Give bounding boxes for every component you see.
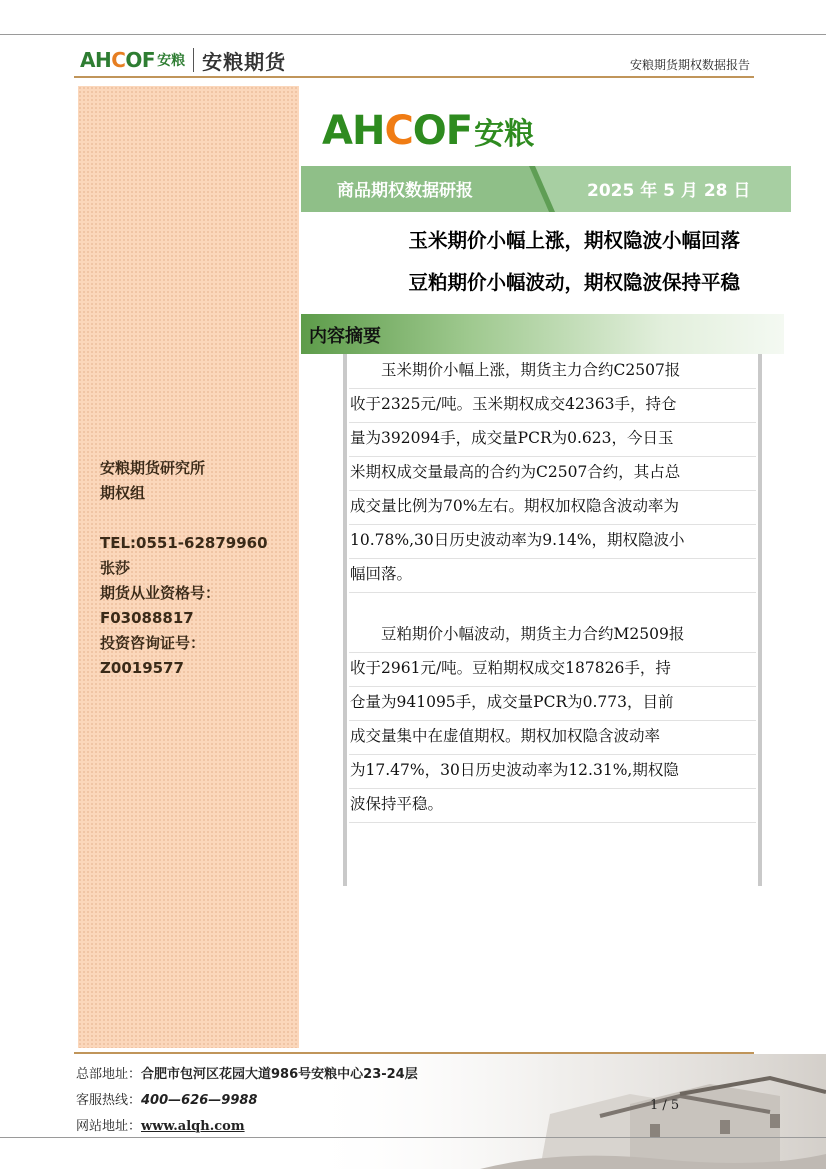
- summary-line-rule: [349, 686, 756, 687]
- summary-line: 10.78%,30日历史波动率为9.14%，期权隐波小: [350, 531, 685, 549]
- summary-line: 玉米期价小幅上涨，期货主力合约C2507报: [350, 361, 681, 379]
- sidebar-advisory-no: Z0019577: [100, 659, 184, 677]
- summary-line: 成交量集中在虚值期权。期权加权隐含波动率: [350, 727, 661, 745]
- summary-line-rule: [349, 422, 756, 423]
- header-rule: [74, 76, 754, 78]
- brand-en-o: C: [384, 108, 413, 154]
- sidebar-contact: [100, 456, 296, 681]
- brand-logo-en: [322, 108, 472, 154]
- summary-line-rule: [349, 456, 756, 457]
- sidebar-group: 期权组: [100, 484, 146, 502]
- header-logo: [80, 46, 286, 74]
- sidebar-org: 安粮期货研究所: [100, 459, 206, 477]
- sidebar-tel: TEL:0551-62879960: [100, 534, 268, 552]
- summary-line: 仓量为941095手，成交量PCR为0.773，目前: [350, 693, 674, 711]
- summary-line-rule: [349, 388, 756, 389]
- summary-line-rule: [349, 592, 756, 593]
- summary-line: 幅回落。: [350, 565, 413, 583]
- summary-line: 豆粕期价小幅波动，期货主力合约M2509报: [350, 625, 685, 643]
- brand-logo-cn: 安粮: [474, 117, 535, 152]
- summary-line-rule: [349, 490, 756, 491]
- headline-corn: 玉米期价小幅上涨，期权隐波小幅回落: [408, 229, 740, 252]
- summary-right-border: [758, 354, 762, 886]
- banner-title: 商品期权数据研报: [337, 181, 473, 201]
- summary-line: 波保持平稳。: [350, 795, 444, 813]
- summary-box: [343, 354, 762, 886]
- brand-en-suffix: OF: [412, 108, 473, 154]
- footer-address-value: 合肥市包河区花园大道986号安粮中心23-24层: [141, 1067, 418, 1082]
- summary-line-rule: [349, 788, 756, 789]
- sidebar-gap: [100, 506, 296, 531]
- footer-website-label: 网站地址：: [76, 1119, 142, 1134]
- summary-line: 收于2325元/吨。玉米期权成交42363手，持仓: [350, 395, 677, 413]
- report-banner: [301, 166, 791, 212]
- footer-bottom-rule: [0, 1137, 826, 1138]
- footer-address: [76, 1063, 418, 1082]
- summary-left-border: [343, 354, 347, 886]
- logo-en-suffix: OF: [125, 48, 156, 72]
- summary-line: 收于2961元/吨。豆粕期权成交187826手，持: [350, 659, 671, 677]
- summary-line: 量为392094手，成交量PCR为0.623，今日玉: [350, 429, 674, 447]
- footer-website: [76, 1115, 245, 1134]
- header-logo-cn: 安粮期货: [202, 49, 287, 74]
- summary-line: 米期权成交量最高的合约为C2507合约，其占总: [350, 463, 681, 481]
- sidebar-analyst: 张莎: [100, 559, 131, 577]
- summary-line-rule: [349, 822, 756, 823]
- summary-line: 为17.47%，30日历史波动率为12.31%,期权隐: [350, 761, 679, 779]
- footer-address-label: 总部地址：: [76, 1067, 142, 1082]
- report-title: 安粮期货期权数据报告: [629, 58, 750, 72]
- banner-date: 2025 年 5 月 28 日: [587, 181, 751, 201]
- summary-line-rule: [349, 720, 756, 721]
- header-logo-en: [80, 48, 155, 72]
- summary-line-rule: [349, 754, 756, 755]
- sidebar-license-label: 期货从业资格号：: [100, 584, 221, 602]
- sidebar-advisory-label: 投资咨询证号：: [100, 634, 206, 652]
- header-logo-separator: [193, 48, 194, 72]
- summary-line-rule: [349, 652, 756, 653]
- sidebar-license-no: F03088817: [100, 609, 194, 627]
- footer-hotline: [76, 1089, 257, 1108]
- footer-website-link[interactable]: www.alqh.com: [141, 1119, 245, 1134]
- summary-line: 成交量比例为70%左右。期权加权隐含波动率为: [350, 497, 679, 515]
- footer-hotline-value: 400—626—9988: [141, 1093, 258, 1108]
- summary-line-rule: [349, 524, 756, 525]
- summary-line-rule: [349, 558, 756, 559]
- header-logo-cn-small: 安粮: [157, 53, 186, 69]
- logo-en-o: C: [111, 48, 126, 72]
- headline-soymeal: 豆粕期价小幅波动，期权隐波保持平稳: [408, 271, 740, 294]
- page-number: 1 / 5: [650, 1098, 680, 1113]
- brand-en-prefix: AH: [322, 108, 385, 154]
- summary-title: 内容摘要: [309, 326, 381, 347]
- top-rule: [0, 34, 826, 35]
- logo-en-prefix: AH: [80, 48, 112, 72]
- summary-header: [301, 314, 784, 354]
- footer-hotline-label: 客服热线：: [76, 1093, 142, 1108]
- brand-logo: [322, 108, 534, 154]
